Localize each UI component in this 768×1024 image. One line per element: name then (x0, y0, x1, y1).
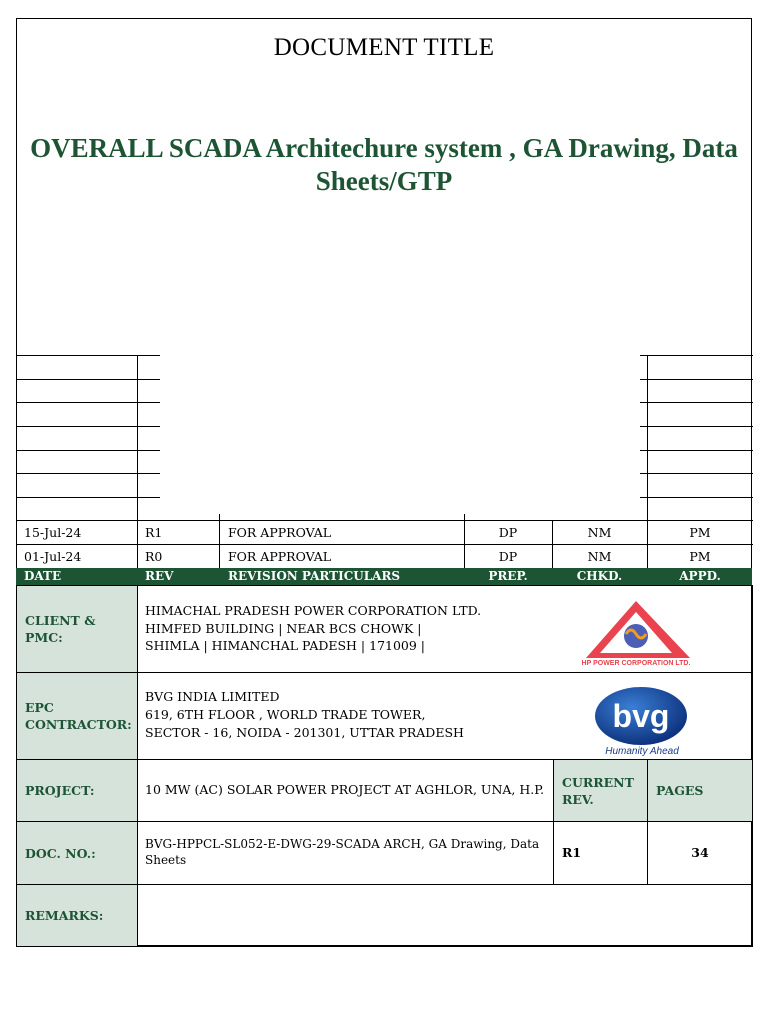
current-rev-label-text: REV. (562, 791, 594, 807)
document-title-label: DOCUMENT TITLE (273, 34, 495, 61)
svg-text:HP POWER CORPORATION LTD.: HP POWER CORPORATION LTD. (581, 660, 691, 667)
doc-no-value: BVG-HPPCL-SL052-E-DWG-29-SCADA ARCH, GA Drawing, Data (145, 837, 540, 851)
header-appd: APPD. (679, 569, 721, 583)
rev-date: 01-Jul-24 (24, 549, 82, 564)
client-label-text: CLIENT & PMC: (25, 613, 96, 645)
doc-no-label-text: DOC. NO.: (25, 845, 96, 861)
rev-chkd: NM (587, 549, 612, 564)
rev-prep: DP (498, 549, 518, 564)
project-label (16, 759, 138, 822)
header-prep: PREP. (488, 569, 528, 583)
epc-label (16, 672, 138, 760)
main-title: OVERALL SCADA Architechure system , GA Drawing, Data Sheets/GTP (30, 133, 738, 196)
current-rev-label-text: CURRENT (562, 774, 634, 790)
svg-text:bvg: bvg (612, 698, 670, 734)
rev-appd: PM (689, 549, 711, 564)
epc-line: SECTOR - 16, NOIDA - 201301, UTTAR PRADESH (145, 725, 464, 740)
current-rev-label (553, 759, 648, 822)
svg-text:Humanity Ahead: Humanity Ahead (605, 746, 679, 757)
remarks-label (16, 884, 138, 947)
header-rev: REV (145, 569, 174, 583)
rev-particulars: FOR APPROVAL (228, 525, 332, 540)
client-line: HIMACHAL PRADESH POWER CORPORATION LTD. (145, 603, 482, 618)
client-label (16, 585, 138, 673)
pages-label-text: PAGES (656, 783, 704, 798)
header-chkd: CHKD. (576, 569, 623, 583)
client-line: HIMFED BUILDING | NEAR BCS CHOWK | (145, 621, 422, 636)
rev-particulars: FOR APPROVAL (228, 549, 332, 564)
current-rev-value: R1 (562, 845, 582, 860)
rev-chkd: NM (587, 525, 612, 540)
doc-no-box (137, 821, 554, 885)
epc-line: BVG INDIA LIMITED (145, 689, 280, 704)
bvg-logo (578, 684, 706, 758)
rev-number: R0 (145, 549, 163, 564)
doc-no-value: Sheets (145, 853, 187, 867)
remarks-label-text: REMARKS: (25, 908, 104, 923)
rev-number: R1 (145, 525, 163, 540)
project-label-text: PROJECT: (25, 783, 95, 798)
header-particulars: REVISION PARTICULARS (228, 569, 401, 583)
epc-label-text: EPC (25, 700, 54, 715)
rev-prep: DP (498, 525, 518, 540)
pages-label (647, 759, 753, 822)
rev-appd: PM (689, 525, 711, 540)
epc-label-text: CONTRACTOR: (25, 717, 132, 732)
hppcl-logo (578, 598, 698, 668)
doc-no-label (16, 821, 138, 885)
client-line: SHIMLA | HIMANCHAL PADESH | 171009 | (145, 638, 426, 653)
header-date: DATE (24, 569, 62, 583)
epc-line: 619, 6TH FLOOR , WORLD TRADE TOWER, (145, 707, 426, 722)
pages-value: 34 (691, 845, 709, 860)
remarks-box (137, 884, 753, 947)
project-value: 10 MW (AC) SOLAR POWER PROJECT AT AGHLOR, UNA, H.P. (145, 782, 545, 797)
rev-date: 15-Jul-24 (24, 525, 82, 540)
